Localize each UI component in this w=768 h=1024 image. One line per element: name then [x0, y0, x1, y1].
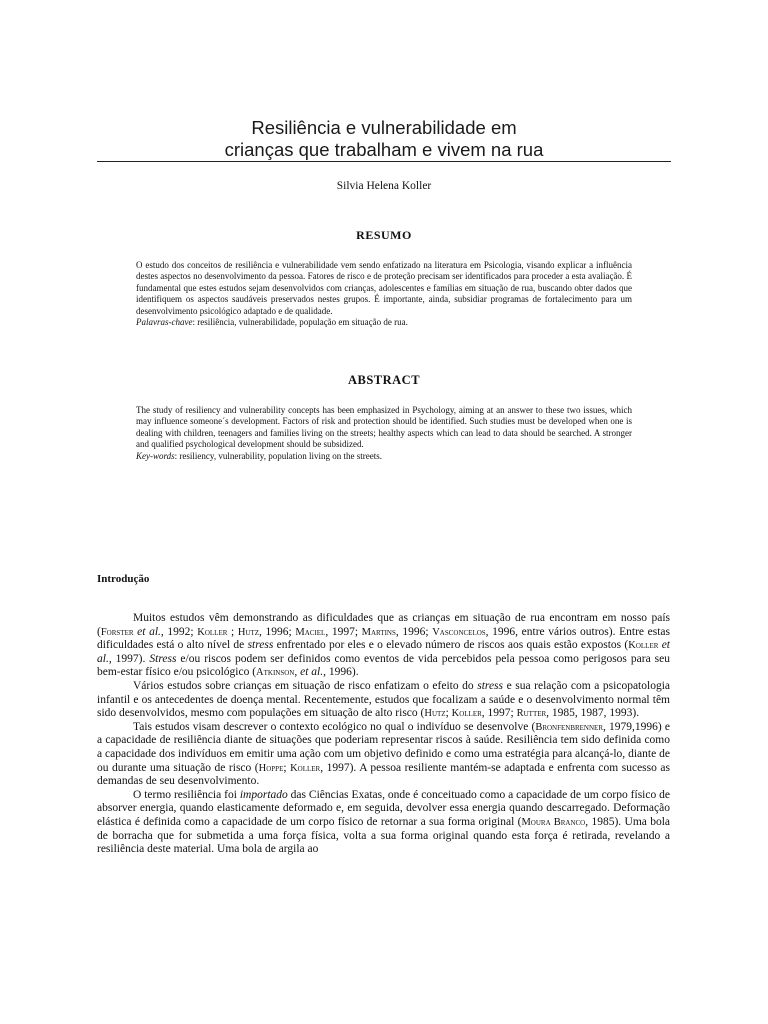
text-run: , 1997; [325, 625, 362, 638]
document-title [97, 117, 671, 161]
resumo-keywords-label: Palavras-chave [136, 317, 193, 328]
emphasis-term: stress [477, 679, 503, 692]
introduction-body [97, 612, 670, 857]
abstract-keywords-label: Key-words [136, 450, 175, 461]
text-run: , 1996, entre vários outros). Entre estas dificuldades está o alto nível de [97, 625, 670, 652]
text-run: , 1997). A pessoa resiliente mantém-se adaptada e enfrenta com sucesso as demandas de seu desenvolvimento. [97, 761, 670, 788]
citation-author: Koller [628, 640, 659, 652]
citation-etal: et al. [300, 666, 324, 679]
text-run: , 1985). Uma bola de borracha que for submetida a uma força física, volta a sua forma original quando esta força é retirada, revelando a resiliência deste material. Uma bola de argila ao [97, 815, 671, 856]
text-run: ; [227, 625, 238, 638]
text-run: , 1992; [160, 625, 198, 638]
emphasis-term: importado [239, 788, 288, 801]
text-run: , [294, 666, 301, 679]
abstract-block [136, 405, 632, 462]
citation-author: Atkinson [256, 667, 295, 679]
citation-author: Vasconcelos [432, 626, 486, 638]
citation-etal: et al. [97, 639, 670, 665]
introduction-heading: Introdução [97, 573, 150, 585]
citation-author: Forster [100, 626, 134, 638]
citation-author: Hutz [424, 708, 446, 720]
intro-paragraph-4 [97, 789, 670, 857]
citation-author: Maciel [295, 626, 326, 638]
title-line-1: Resiliência e vulnerabilidade em [251, 117, 517, 138]
resumo-heading: RESUMO [356, 228, 412, 242]
text-run: O termo resiliência foi [133, 788, 240, 801]
resumo-text: O estudo dos conceitos de resiliência e vulnerabilidade vem sendo enfatizado na literatura em Psicologia, visando explicar a influência destes aspectos no desenvolvimento da pessoa. Fatores de risco e de proteção precisam ser identificados para proceder a esta avaliação. É fundamental que estes estudos sejam desenvolvidos com crianças, adolescentes e famílias em situação de rua, buscando obter dados que identifiquem os aspectos saudáveis preservados nestes grupos. É importante, ainda, subsidiar programas de fortalecimento para um desenvolvimento psicológico adaptado e de qualidade. [136, 260, 632, 316]
abstract-heading: ABSTRACT [347, 373, 421, 387]
text-run: enfrentado por eles e o elevado número de riscos aos quais estão expostos ( [273, 639, 629, 652]
text-run: ; [445, 707, 452, 720]
resumo-keywords-list: : resiliência, vulnerabilidade, população em situação de rua. [192, 317, 408, 328]
citation-author: Hutz [237, 626, 260, 638]
intro-paragraph-3 [97, 721, 670, 789]
text-run: e sua relação com a psicopatologia infantil e os antecedentes de doença mental. Recentemente, estudos que focalizam a saúde e o desenvolvimento normal têm sido desenvolvidos, mesmo com populações em situação de alto risco ( [97, 679, 670, 720]
author-name: Silvia Helena Koller [336, 180, 432, 192]
citation-author: Koller [197, 626, 228, 638]
text-run: Tais estudos visam descrever o contexto ecológico no qual o indivíduo se desenvolve ( [133, 720, 536, 733]
citation-etal: et al. [137, 625, 161, 638]
citation-author: Hoppe [258, 762, 284, 774]
title-line-2: crianças que trabalham e vivem na rua [224, 139, 544, 160]
title-rule [97, 161, 671, 162]
text-run: Muitos estudos vêm demonstrando as dificuldades que as crianças em situação de rua encontram em nosso país ( [97, 612, 670, 638]
resumo-keywords [136, 317, 632, 328]
text-run: , 1997; [481, 707, 517, 720]
citation-author: Rutter [516, 708, 547, 720]
text-run: , 1985, 1987, 1993). [546, 707, 640, 720]
citation-author: Martins [361, 626, 396, 638]
text-run: , 1996; [259, 625, 296, 638]
text-run: e/ou riscos podem ser definidos como eventos de vida percebidos pela pessoa como perigosos para seu bem-estar físico e/ou psicológico ( [97, 652, 670, 679]
citation-author: Bronfenbrenner [535, 721, 603, 733]
citation-author: Koller [451, 708, 482, 720]
text-run: , 1997). [108, 652, 150, 665]
text-run: ; [283, 761, 291, 774]
text-run: , 1979,1996) e a capacidade de resiliência diante de situações que poderiam representar riscos à saúde. Resiliência tem sido definida como a capacidade dos indivíduos em emitir uma ação com um objetivo definido e como uma estratégia para alcançá-lo, diante de ou durante uma situação de risco ( [97, 720, 670, 774]
text-run: Vários estudos sobre crianças em situação de risco enfatizam o efeito do [133, 679, 478, 692]
citation-author: Koller [290, 762, 321, 774]
intro-paragraph-2 [97, 680, 670, 721]
text-run: das Ciências Exatas, onde é conceituado como a capacidade de um corpo físico de absorver energia, quando elasticamente deformado e, em seguida, devolver essa energia quando descarregado. Deformação elástica é definida como a capacidade de um corpo físico de retornar a sua forma original ( [97, 788, 670, 828]
text-run: , 1996; [395, 625, 433, 638]
abstract-text: The study of resiliency and vulnerability concepts has been emphasized in Psychology, aiming at an answer to these two issues, which may influence someone´s development. Factors of risk and protection should be identified. Such studies must be developed when one is dealing with children, teenagers and families living on the streets; healthy aspects which can lead to data should be searched. A stronger and qualified psychological development should be subsidized. [136, 405, 632, 450]
resumo-block [136, 260, 632, 328]
emphasis-term: stress [247, 639, 274, 652]
text-run: , 1996). [323, 666, 359, 679]
emphasis-term: Stress [149, 652, 177, 665]
abstract-keywords-list: : resiliency, vulnerability, population living on the streets. [174, 450, 382, 461]
citation-author: Moura Branco [521, 816, 586, 828]
intro-paragraph-1 [97, 612, 670, 680]
abstract-keywords [136, 451, 632, 462]
